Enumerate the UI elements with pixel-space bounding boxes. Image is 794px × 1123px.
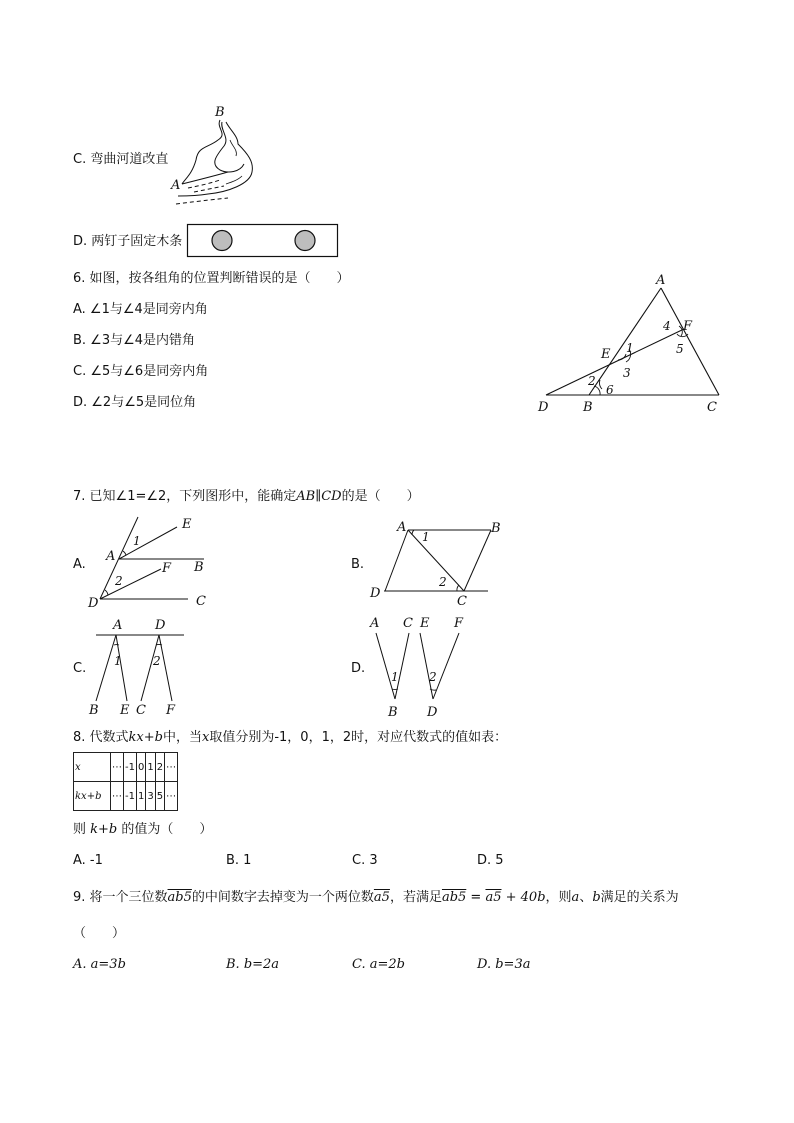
q7d-angle-1: 1 bbox=[391, 670, 399, 684]
q6-option-b: B. ∠3与∠4是内错角 bbox=[73, 333, 196, 348]
q7a-point-c: C bbox=[196, 594, 206, 609]
q8-ask bbox=[73, 822, 212, 838]
q7d-point-f: F bbox=[454, 616, 464, 631]
q7a-point-d: D bbox=[88, 596, 99, 611]
q6-point-f: F bbox=[683, 319, 693, 334]
table-row bbox=[74, 782, 178, 811]
q6-option-d: D. ∠2与∠5是同位角 bbox=[73, 395, 197, 410]
q7-stem-ab-cd: AB∥CD bbox=[296, 489, 342, 504]
q7c-angle-2: 2 bbox=[153, 654, 161, 668]
q6-angle-3: 3 bbox=[623, 366, 631, 380]
q6-option-a: A. ∠1与∠4是同旁内角 bbox=[73, 302, 208, 317]
q9-eq-right: a5 bbox=[485, 890, 502, 905]
table-cell: 1 bbox=[146, 753, 155, 782]
q8-stem-x: x bbox=[202, 730, 210, 745]
table-cell: ⋯ bbox=[165, 782, 178, 811]
q9-option-b: B. b=2a bbox=[226, 957, 280, 972]
q9-stem-mid: 的中间数字去掉变为一个两位数 bbox=[191, 890, 374, 905]
q9-stem bbox=[73, 890, 679, 906]
q9-sep: 、 bbox=[579, 890, 593, 905]
q9-number-ab5: ab5 bbox=[167, 890, 192, 905]
q9-var-a: a bbox=[571, 890, 580, 905]
q7a-angle-1: 1 bbox=[133, 534, 141, 548]
q7-stem-post: 的是（ ） bbox=[341, 489, 420, 504]
q6-point-e: E bbox=[601, 347, 611, 362]
q8-option-c: C. 3 bbox=[352, 853, 378, 868]
q9-eq-tail: + 40b bbox=[501, 890, 546, 905]
q7-figure-a bbox=[86, 515, 216, 610]
q8-ask-expr: k+b bbox=[90, 822, 118, 837]
q7-label-d: D. bbox=[351, 661, 366, 676]
q7-figure-b bbox=[368, 518, 508, 608]
table-cell: 0 bbox=[136, 753, 145, 782]
q9-stem-end: 满足的关系为 bbox=[600, 890, 679, 905]
table-header-x: x bbox=[74, 753, 111, 782]
table-cell: ⋯ bbox=[165, 753, 178, 782]
q7d-point-c: C bbox=[403, 616, 413, 631]
q9-option-c: C. a=2b bbox=[352, 957, 405, 972]
q8-value-table bbox=[73, 752, 178, 811]
q7-label-b: B. bbox=[351, 557, 365, 572]
q8-stem-pre: 8. 代数式 bbox=[73, 730, 129, 745]
q8-option-d: D. 5 bbox=[477, 853, 504, 868]
q7-label-a: A. bbox=[73, 557, 86, 572]
q6-angle-5: 5 bbox=[676, 342, 684, 356]
q7d-point-d: D bbox=[427, 705, 438, 720]
q7c-point-c: C bbox=[136, 703, 146, 718]
table-cell: -1 bbox=[124, 782, 137, 811]
q7a-point-f: F bbox=[162, 561, 172, 576]
q7b-point-b: B bbox=[491, 521, 501, 536]
q9-eq-left: ab5 bbox=[441, 890, 467, 905]
q8-option-a: A. -1 bbox=[73, 853, 103, 868]
q8-option-b: B. 1 bbox=[226, 853, 252, 868]
q7d-angle-2: 2 bbox=[429, 670, 437, 684]
q6-point-d: D bbox=[538, 400, 549, 415]
q5-option-c: C. 弯曲河道改直 bbox=[73, 152, 169, 167]
q8-ask-post: 的值为（ ） bbox=[121, 822, 213, 837]
q7c-point-b: B bbox=[89, 703, 99, 718]
q8-stem bbox=[73, 730, 507, 746]
q6-angle-6: 6 bbox=[606, 383, 614, 397]
q7a-point-b: B bbox=[194, 560, 204, 575]
q7c-point-f: F bbox=[166, 703, 176, 718]
river-point-b: B bbox=[215, 105, 225, 120]
q6-angle-2: 2 bbox=[588, 374, 596, 388]
q6-angle-4: 4 bbox=[663, 319, 671, 333]
q7a-angle-2: 2 bbox=[115, 574, 123, 588]
q7a-point-a: A bbox=[106, 549, 116, 564]
q8-ask-pre: 则 bbox=[73, 822, 87, 837]
q8-stem-mid: 中，当 bbox=[162, 730, 202, 745]
q7d-point-a: A bbox=[370, 616, 380, 631]
q9-stem-pre: 9. 将一个三位数 bbox=[73, 890, 168, 905]
table-cell: 3 bbox=[146, 782, 155, 811]
q9-var-b: b bbox=[592, 890, 601, 905]
q7-figure-d bbox=[366, 613, 476, 723]
table-row bbox=[74, 753, 178, 782]
q9-option-d: D. b=3a bbox=[477, 957, 531, 972]
table-header-kx-b: kx+b bbox=[74, 782, 111, 811]
table-cell: ⋯ bbox=[111, 782, 124, 811]
q8-stem-post: 取值分别为-1，0，1，2时，对应代数式的值如表： bbox=[209, 730, 508, 745]
table-cell: 5 bbox=[155, 782, 164, 811]
q7-figure-c bbox=[86, 615, 196, 720]
q7c-point-e: E bbox=[120, 703, 130, 718]
nail-right bbox=[295, 231, 315, 251]
q9-number-a5: a5 bbox=[373, 890, 390, 905]
table-cell: -1 bbox=[124, 753, 137, 782]
q7-stem-pre: 7. 已知∠1=∠2，下列图形中，能确定 bbox=[73, 489, 297, 504]
q7c-point-d: D bbox=[155, 618, 166, 633]
q9-paren: （ ） bbox=[73, 926, 126, 941]
river-straightening-figure bbox=[168, 100, 263, 212]
table-cell: 1 bbox=[136, 782, 145, 811]
q7d-point-e: E bbox=[420, 616, 430, 631]
q7c-angle-1: 1 bbox=[114, 654, 122, 668]
q7b-angle-1: 1 bbox=[422, 530, 430, 544]
q7-label-c: C. bbox=[73, 661, 87, 676]
q9-option-a: A. a=3b bbox=[73, 957, 126, 972]
q9-stem-mid2: ，若满足 bbox=[389, 890, 442, 905]
q6-triangle-figure bbox=[530, 268, 730, 418]
wood-strip-figure bbox=[187, 224, 339, 258]
river-point-a: A bbox=[171, 178, 181, 193]
q5-option-d: D. 两钉子固定木条 bbox=[73, 234, 183, 249]
q7b-angle-2: 2 bbox=[439, 575, 447, 589]
q6-point-a: A bbox=[656, 273, 666, 288]
q7b-point-a: A bbox=[397, 520, 407, 535]
q7a-point-e: E bbox=[182, 517, 192, 532]
table-cell: 2 bbox=[155, 753, 164, 782]
nail-left bbox=[212, 231, 232, 251]
q8-stem-expr: kx+b bbox=[128, 730, 163, 745]
q7d-point-b: B bbox=[388, 705, 398, 720]
q6-point-b: B bbox=[583, 400, 593, 415]
q7b-point-c: C bbox=[457, 594, 467, 609]
q6-stem: 6. 如图，按各组角的位置判断错误的是（ ） bbox=[73, 271, 350, 286]
q7c-point-a: A bbox=[113, 618, 123, 633]
q7b-point-d: D bbox=[370, 586, 381, 601]
q6-option-c: C. ∠5与∠6是同旁内角 bbox=[73, 364, 209, 379]
q9-stem-post: ，则 bbox=[545, 890, 572, 905]
q6-point-c: C bbox=[707, 400, 717, 415]
table-cell: ⋯ bbox=[111, 753, 124, 782]
q6-angle-1: 1 bbox=[626, 341, 634, 355]
q7-stem bbox=[73, 489, 420, 505]
q9-eq-equals: = bbox=[466, 890, 486, 905]
